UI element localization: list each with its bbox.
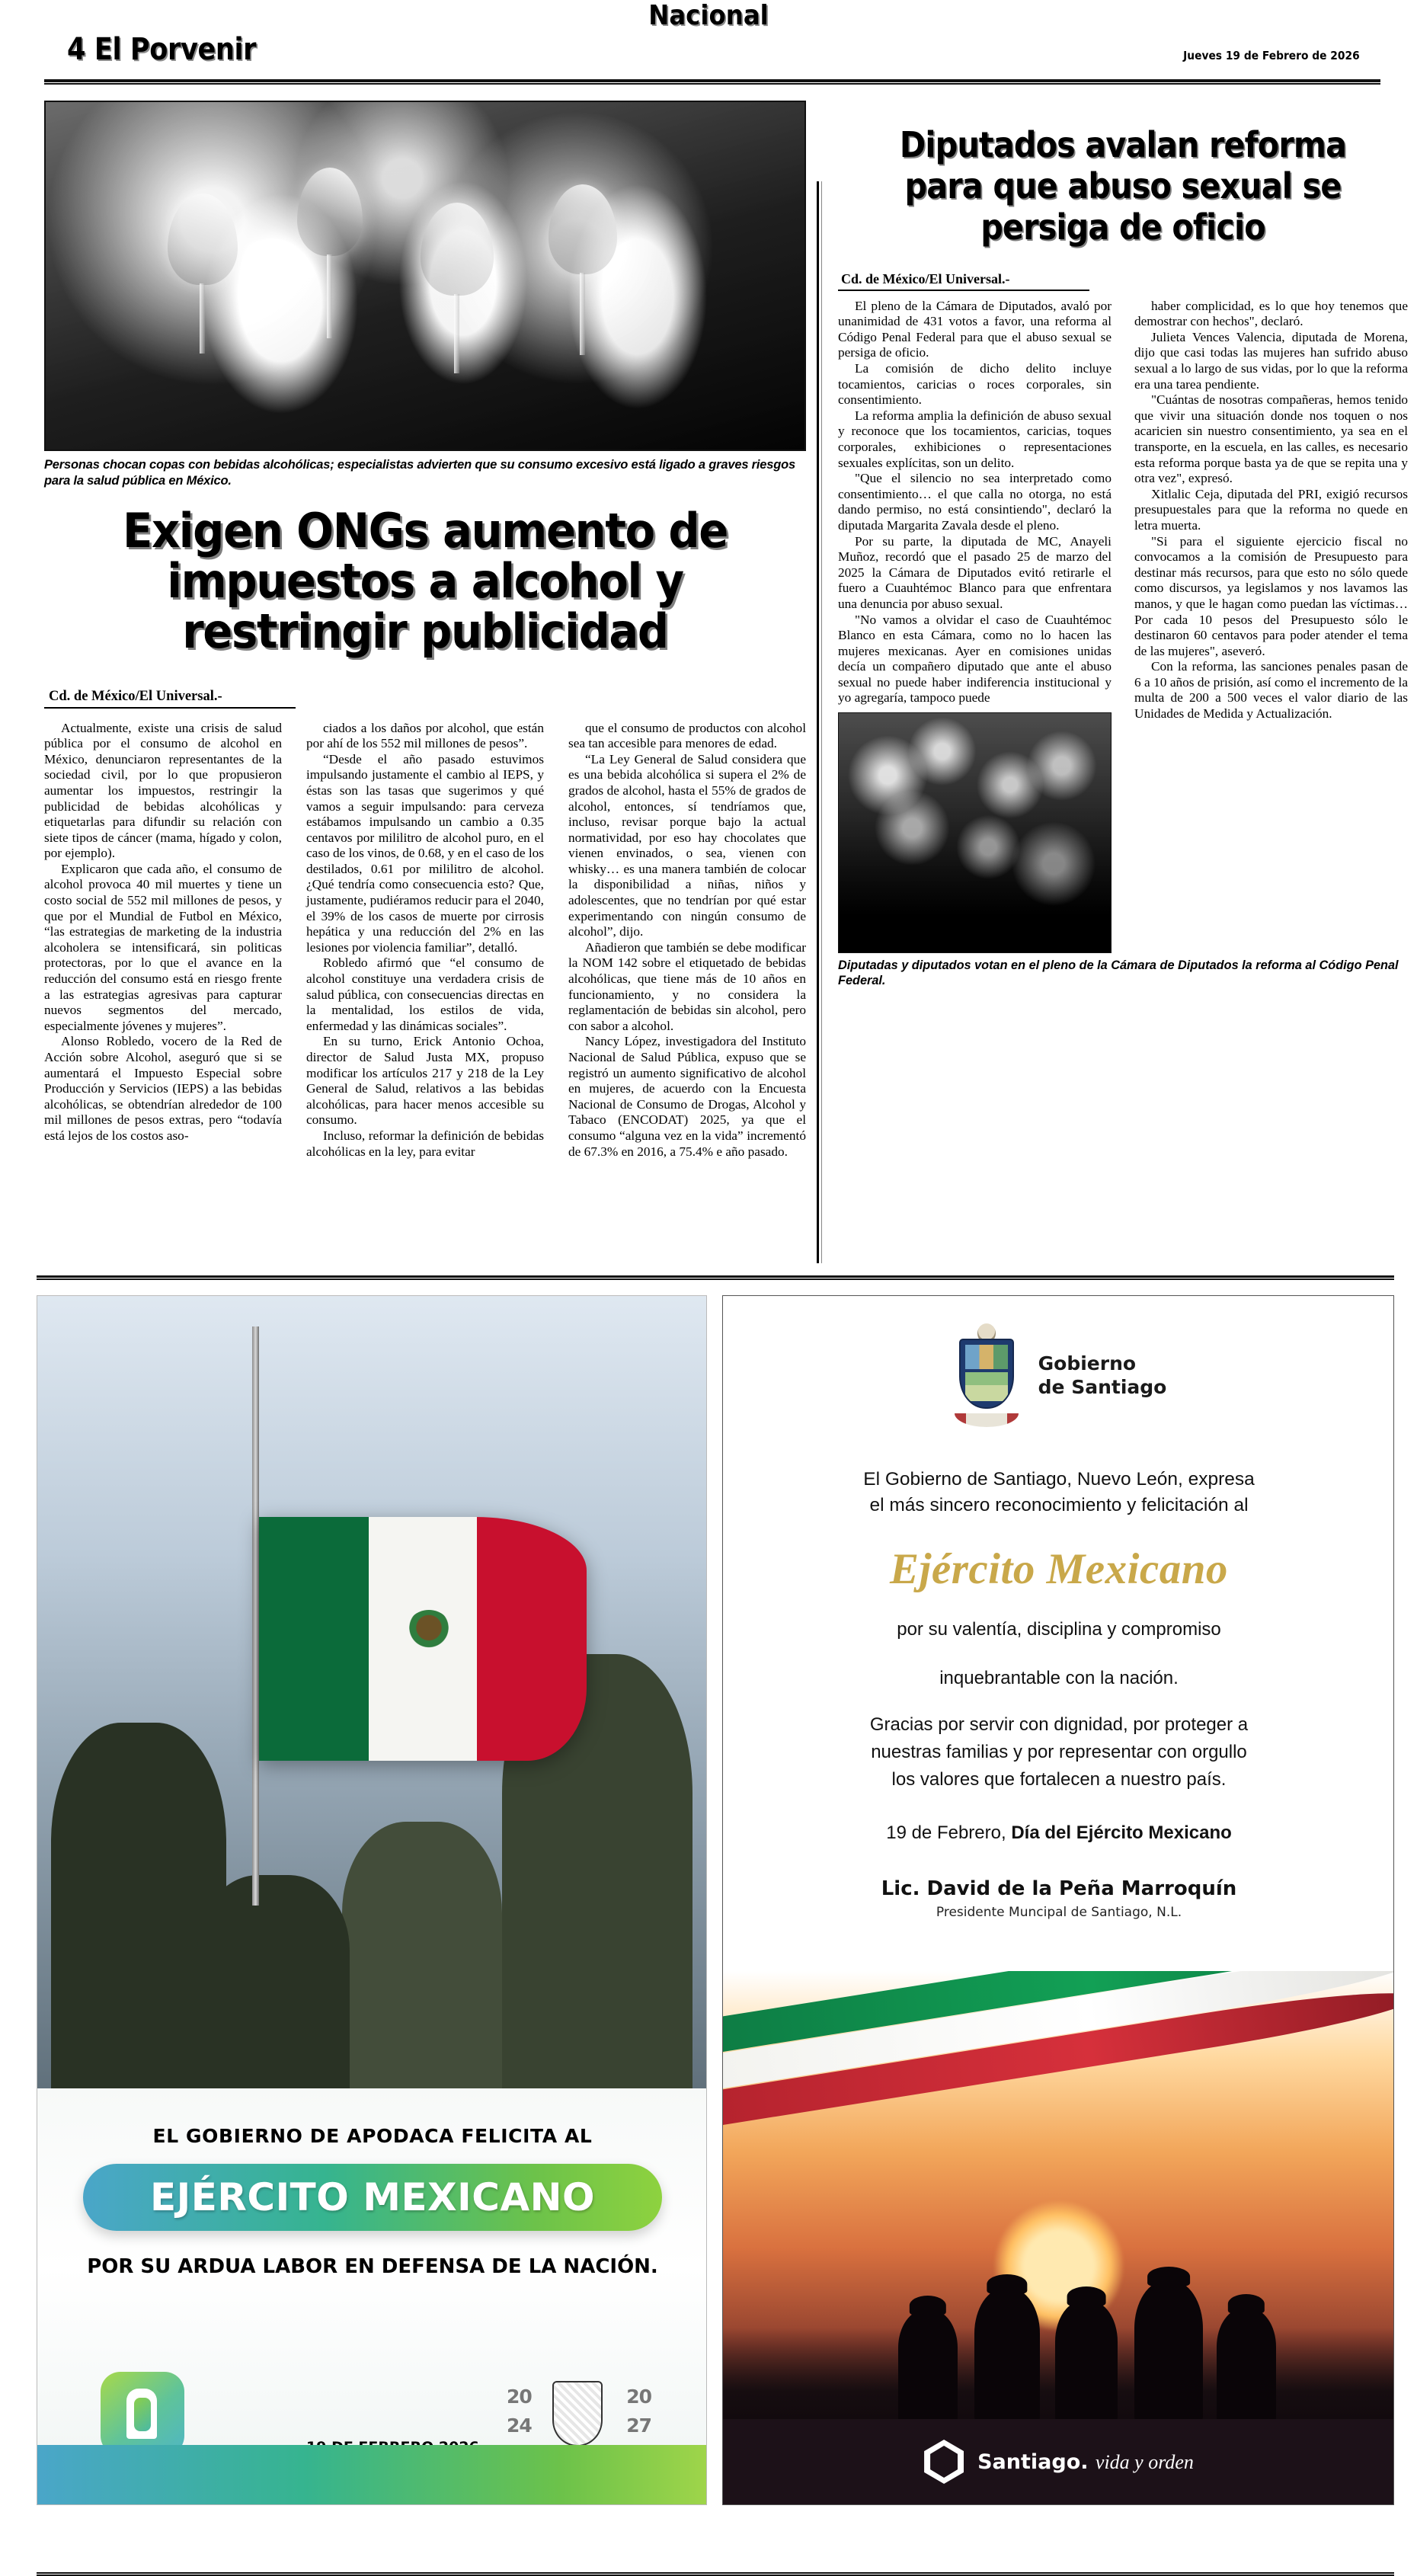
paragraph: "Si para el siguiente ejercicio fiscal no convocamos a la comisión de Presupuesto para destinar más recursos, para que esto no sólo quede como discursos, ya legislamos y nos lavamos las manos, y que le hagan como puedan las víctimas… Por cada 10 pesos del Presupuesto sólo le destinaron 60 centavos para poder atender el tema de las mujeres", aseveró. <box>1134 533 1408 658</box>
soldier-silhouette <box>974 2288 1040 2422</box>
flag-pole <box>252 1326 259 1906</box>
ad-santiago[interactable] <box>722 1295 1394 2505</box>
advertisements <box>0 1295 1417 2514</box>
santiago-honoree: Ejército Mexicano <box>890 1545 1228 1593</box>
ad-santiago-artwork <box>723 1971 1394 2504</box>
seal-year-top-left: 20 <box>507 2386 532 2408</box>
santiago-hexagon-icon <box>924 2440 964 2484</box>
santiago-footer-brand: Santiago. <box>977 2450 1089 2474</box>
column-divider-hairline <box>821 181 822 1263</box>
seal-year-top-right: 20 <box>626 2386 651 2408</box>
byline-reforma: Cd. de México/El Universal.- <box>838 271 1089 291</box>
glass-stem <box>200 283 205 354</box>
ad-apodaca-line2: POR SU ARDUA LABOR EN DEFENSA DE LA NACIÓN. <box>87 2255 658 2278</box>
santiago-sub-line2: inquebrantable con la nación. <box>939 1668 1179 1688</box>
masthead-date: Jueves 19 de Febrero de 2026 <box>1183 49 1360 62</box>
paragraph: "No vamos a olvidar el caso de Cuauhtémoc Blanco en esta Cámara, como no lo hacen las mujeres mexicanas. Ayer en comisiones unidas decía un compañero diputado que ante el abuso sexual no puede haber indiferencia institucional y yo agregaría, tampoco puede <box>838 612 1112 706</box>
paragraph: ciados a los daños por alcohol, que están por ahí de los 552 mil millones de pesos”. <box>306 720 544 751</box>
ad-apodaca-photo <box>37 1296 707 2104</box>
paragraph: Julieta Vences Valencia, diputada de Morena, dijo que casi todas las mujeres han sufrido abuso sexual a lo largo de sus vidas, por lo que la reforma era una tarea pendiente. <box>1134 329 1408 392</box>
masthead-row <box>67 32 1360 67</box>
santiago-logo <box>723 1322 1394 1429</box>
article-column <box>44 721 282 1160</box>
photo-background <box>839 713 1111 952</box>
article-photo-congress <box>838 712 1112 953</box>
paragraph: Actualmente, existe una crisis de salud pública por el consumo de alcohol en México, denunciaron representantes de la sociedad civil, por lo que propusieron aumentar los impuestos, restringir la publicidad de bebidas alcohólicas y etiquetarlas para difundir su relación con siete tipos de cáncer (mama, hígado y colon, por ejemplo). <box>44 720 282 861</box>
ad-apodaca-line1: EL GOBIERNO DE APODACA FELICITA AL <box>152 2125 593 2147</box>
santiago-footer-text <box>977 2450 1194 2474</box>
ad-santiago-content <box>723 1296 1394 1920</box>
paragraph: haber complicidad, es lo que hoy tenemos que demostrar con hechos", declaró. <box>1134 298 1408 329</box>
paragraph: Con la reforma, las sanciones penales pasan de 6 a 10 años de prisión, así como el incremento de la multa de 200 a 500 veces el valor diario de las Unidades de Medida y Actualización. <box>1134 659 1408 722</box>
article-column <box>1134 299 1408 953</box>
paragraph: "Cuántas de nosotras compañeras, hemos tenido que vivir una situación donde nos toquen o nos acaricien sin nuestro consentimiento, ya sea en el transporte, en la escuela, en las calles, es necesario esta reforma porque basta ya de que se repita una y otra vez", expresó. <box>1134 392 1408 486</box>
article-columns-alcohol <box>44 721 806 1160</box>
column-divider <box>817 181 819 1263</box>
paragraph: "Que el silencio no sea interpretado como consentimiento… el que calla no otorga, no está dando permiso, no está consintiendo", declaró la diputada Margarita Zavala desde el pleno. <box>838 471 1112 533</box>
flag-red-band <box>477 1517 587 1761</box>
article-column <box>568 721 806 1160</box>
ad-santiago-body <box>723 1467 1394 1920</box>
santiago-date-bold: Día del Ejército Mexicano <box>1011 1822 1232 1843</box>
paragraph: En su turno, Erick Antonio Ochoa, director de Salud Justa MX, propuso modificar los artículos 217 y 218 de la Ley General de Salud, relativos a las bebidas alcohólicas, para hacer menos accesible su consumo. <box>306 1034 544 1128</box>
photo-caption-congress: Diputadas y diputados votan en el pleno de la Cámara de Diputados la reforma al Código Penal Federal. <box>838 958 1399 988</box>
seal-year-bottom-right: 27 <box>626 2414 651 2437</box>
article-columns-reforma <box>838 299 1408 953</box>
spacer <box>772 1643 1346 1666</box>
article-reforma <box>838 101 1417 988</box>
santiago-thanks-line1: Gracias por servir con dignidad, por proteger a <box>869 1714 1249 1735</box>
santiago-signer-role: Presidente Muncipal de Santiago, N.L. <box>936 1905 1182 1920</box>
page-bottom-rule <box>37 2572 1394 2576</box>
santiago-signer-name: Lic. David de la Peña Marroquín <box>881 1877 1237 1900</box>
santiago-thanks-line2: nuestras familias y por representar con orgullo <box>871 1742 1247 1762</box>
section-title: Nacional <box>648 0 769 31</box>
headline-reforma: Diputados avalan reforma para que abuso sexual se persiga de oficio <box>899 123 1347 248</box>
page-number: 4 <box>67 32 86 67</box>
paragraph: Nancy López, investigadora del Instituto Nacional de Salud Pública, expuso que se registró un aumento significativo de alcohol en mujeres, de acuerdo con la Encuesta Nacional de Consumo de Drogas, Alcohol y Tabaco (ENCODAT) 2025, ya que el consumo “alguna vez en la vida” incrementó de 67.3% en 2016, a 75.4% e año pasado. <box>568 1034 806 1159</box>
santiago-date <box>772 1822 1346 1844</box>
paragraph: El pleno de la Cámara de Diputados, avaló por unanimidad de 431 votos a favor, una reforma al Código Penal Federal para que el abuso sexual se persiga de oficio. <box>838 298 1112 360</box>
paper-name: El Porvenir <box>94 32 257 67</box>
soldier-silhouette <box>1217 2308 1276 2422</box>
soldier-silhouette <box>1055 2300 1118 2422</box>
paragraph: Robledo afirmó que “el consumo de alcohol constituye una verdadera crisis de salud pública, con consecuencias directas en la mentalidad, los estilos de vida, enfermedad y las dinámicas sociales”. <box>306 955 544 1033</box>
paragraph: que el consumo de productos con alcohol sea tan accesible para menores de edad. <box>568 720 806 751</box>
seal-year-bottom-left: 24 <box>507 2414 532 2437</box>
masthead-rule <box>44 79 1380 85</box>
santiago-sub-line1: por su valentía, disciplina y compromiso <box>897 1619 1221 1640</box>
santiago-intro-line2: el más sincero reconocimiento y felicitación al <box>869 1495 1249 1515</box>
soldier-silhouette <box>197 1875 350 2104</box>
paragraph: La reforma amplia la definición de abuso sexual y reconoce que los tocamientos, caricias, toques corporales, exhibiciones o representaciones sexuales explícitas, son un delito. <box>838 408 1112 470</box>
ad-apodaca-pill <box>83 2164 662 2231</box>
santiago-thanks-line3: los valores que fortalecen a nuestro país. <box>891 1769 1227 1790</box>
paragraph: “Desde el año pasado estuvimos impulsando justamente el cambio al IEPS, y éstas son las tasas que sugerimos y qué vamos a seguir impulsando: para cerveza estábamos impulsando un cambio a 0.35 centavos por mililitro de alcohol puro, en el caso de los vinos, de 0.68, y en el caso de los destilados, 0.61 por mililitro de alcohol. ¿Qué tendría como consecuencia esto? Que, justamente, pudiéramos reducir para el 2040, el 39% de los casos de muerte por cirrosis hepática y una reducción del 2% en las lesiones por violencia familiar”, detalló. <box>306 751 544 955</box>
paragraph: Explicaron que cada año, el consumo de alcohol provoca 40 mil muertes y tiene un costo social de 552 mil millones de pesos, y que por el Mundial de Futbol en México, “las estrategias de marketing de la industria alcoholera se intensificará, sin politicas protectoras, por lo que el avance en la reducción del consumo está en riesgo frente a las estrategias agresivas para capturar nuevos segmentos del mercado, especialmente jóvenes y mujeres”. <box>44 861 282 1033</box>
mexican-ribbon-icon <box>723 2000 1394 2175</box>
seal-shield-icon <box>552 2381 603 2446</box>
paragraph: “La Ley General de Salud considera que es una bebida alcohólica si supera el 2% de grados de alcohol, hasta el 55% de grados de alcohol, entonces, sí tendríamos que, incluso, revisar porque bajo la actual normatividad, por eso hay chocolates que vienen envinados, o sea, vienen con whisky… es una manera también de colocar la disponibilidad a niñas, niños y adolescentes, que no tendrían por qué estar experimentando con ningún consumo de alcohol”, dijo. <box>568 751 806 939</box>
masthead-paper-title <box>67 32 256 67</box>
soldier-silhouette <box>1134 2280 1203 2422</box>
apodaca-logo-mark-icon <box>101 2372 184 2456</box>
crest-shield-body <box>959 1339 1014 1409</box>
article-alcohol <box>44 101 806 1160</box>
soldier-silhouette <box>342 1822 502 2104</box>
article-column <box>838 299 1112 953</box>
glass-stem <box>454 294 459 373</box>
ad-santiago-footer <box>723 2419 1394 2504</box>
article-column <box>306 721 544 1160</box>
article-photo-toast <box>44 101 806 451</box>
mexican-flag-icon <box>259 1517 587 1761</box>
glass-stem <box>327 254 332 338</box>
byline-alcohol: Cd. de México/El Universal.- <box>44 689 296 709</box>
santiago-logo-line1: Gobierno <box>1038 1352 1137 1374</box>
flag-eagle-emblem <box>407 1610 451 1650</box>
ad-apodaca-pill-label: EJÉRCITO MEXICANO <box>149 2175 596 2219</box>
paragraph: La comisión de dicho delito incluye tocamientos, caricias o roces corporales, sin consentimiento. <box>838 361 1112 408</box>
paragraph: Alonso Robledo, vocero de la Red de Acción sobre Alcohol, aseguró que si se aumentará el Impuesto Especial sobre Producción y Servicios (IEPS) a las bebidas alcohólicas, se obtendrían alrededor de 100 mil millones de pesos extras, pero “todavía está lejos de los costos aso- <box>44 1034 282 1143</box>
ads-section-rule <box>37 1275 1394 1280</box>
paragraph: Incluso, reformar la definición de bebidas alcohólicas en la ley, para evitar <box>306 1128 544 1159</box>
paragraph: Añadieron que también se debe modificar la NOM 142 sobre el etiquetado de bebidas alcohólicas, que tiene más de 10 años en funcionamiento, y no considera la reglamentación de bebidas sin alcohol, pero con sabor a alcohol. <box>568 939 806 1033</box>
santiago-coat-of-arms-icon <box>952 1322 1022 1429</box>
flag-green-band <box>259 1517 369 1761</box>
headline-alcohol: Exigen ONGs aumento de impuestos a alcohol y restringir publicidad <box>123 503 728 659</box>
santiago-footer-slogan: vida y orden <box>1095 2450 1194 2473</box>
santiago-logo-text <box>1038 1352 1167 1399</box>
photo-caption-toast: Personas chocan copas con bebidas alcohólicas; especialistas advierten que su consumo excesivo está ligado a graves riesgos para la salud pública en México. <box>44 458 795 488</box>
soldier-silhouette <box>898 2309 958 2422</box>
masthead <box>0 0 1417 85</box>
ad-apodaca[interactable] <box>37 1295 707 2505</box>
paragraph: Xitlalic Ceja, diputada del PRI, exigió recursos presupuestales para que la reforma no quede en letra muerta. <box>1134 486 1408 533</box>
ad-apodaca-bottom-bar <box>37 2445 707 2504</box>
santiago-intro-line1: El Gobierno de Santiago, Nuevo León, expresa <box>863 1469 1255 1490</box>
paragraph: Por su parte, la diputada de MC, Anayeli Muñoz, recordó que el pasado 25 de marzo del 2025 la Cámara de Diputados evitó retirarle el fuero a Cuauhtémoc Blanco para que enfrentara una denuncia por abuso sexual. <box>838 533 1112 611</box>
santiago-date-plain: 19 de Febrero, <box>886 1822 1012 1843</box>
crest-ribbon <box>955 1413 1019 1427</box>
glass-stem <box>580 273 585 355</box>
santiago-logo-line2: de Santiago <box>1038 1376 1167 1398</box>
